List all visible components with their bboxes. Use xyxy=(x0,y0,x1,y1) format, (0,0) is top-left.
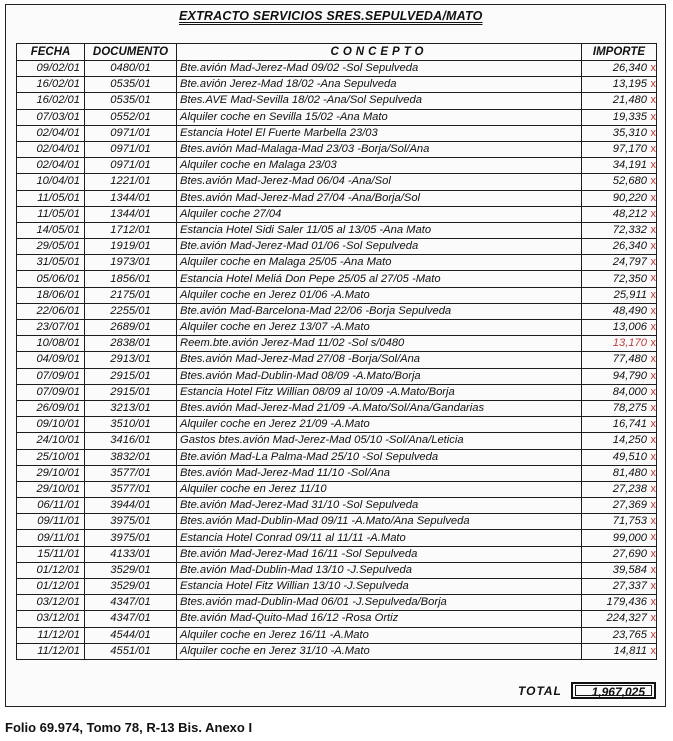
date-cell: 10/04/01 xyxy=(17,174,85,190)
checkmark-x-icon: x xyxy=(650,223,656,236)
date-cell: 09/10/01 xyxy=(17,417,85,433)
amount-value: 27,369 xyxy=(612,499,647,512)
amount-value: 48,490 xyxy=(612,304,647,317)
amount-cell xyxy=(582,481,657,497)
checkmark-x-icon: x xyxy=(650,596,656,609)
checkmark-x-icon: x xyxy=(650,142,656,155)
concept-cell: Btes.avión mad-Dublin-Mad 06/01 -J.Sepulveda/Borja xyxy=(177,595,582,611)
date-cell: 02/04/01 xyxy=(17,141,85,157)
concept-cell: Btes.avión Mad-Jerez-Mad 11/10 -Sol/Ana xyxy=(177,465,582,481)
concept-cell: Btes.avión Mad-Malaga-Mad 23/03 -Borja/Sol/Ana xyxy=(177,141,582,157)
amount-cell xyxy=(582,627,657,643)
checkmark-x-icon: x xyxy=(650,515,656,528)
date-cell: 24/10/01 xyxy=(17,433,85,449)
document-number-cell: 3975/01 xyxy=(85,530,177,546)
document-number-cell: 3529/01 xyxy=(85,562,177,578)
concept-cell: Bte.avión Mad-Jerez-Mad 09/02 -Sol Sepulveda xyxy=(177,61,582,77)
date-cell: 01/12/01 xyxy=(17,579,85,595)
concept-cell: Bte.avión Jerez-Mad 18/02 -Ana Sepulveda xyxy=(177,77,582,93)
document-number-cell: 0480/01 xyxy=(85,61,177,77)
document-number-cell: 0971/01 xyxy=(85,158,177,174)
amount-cell xyxy=(582,158,657,174)
document-number-cell: 4544/01 xyxy=(85,627,177,643)
column-header-importe: IMPORTE xyxy=(582,44,657,61)
date-cell: 04/09/01 xyxy=(17,352,85,368)
date-cell: 23/07/01 xyxy=(17,320,85,336)
date-cell: 09/11/01 xyxy=(17,514,85,530)
amount-cell xyxy=(582,109,657,125)
concept-cell: Estancia Hotel Conrad 09/11 al 11/11 -A.Mato xyxy=(177,530,582,546)
amount-value: 14,811 xyxy=(613,644,647,657)
amount-cell xyxy=(582,384,657,400)
checkmark-x-icon: x xyxy=(650,531,656,544)
checkmark-x-icon: x xyxy=(650,369,656,382)
concept-cell: Estancia Hotel El Fuerte Marbella 23/03 xyxy=(177,125,582,141)
checkmark-x-icon: x xyxy=(650,256,656,269)
checkmark-x-icon: x xyxy=(650,175,656,188)
concept-cell: Alquiler coche en Jerez 01/06 -A.Mato xyxy=(177,287,582,303)
checkmark-x-icon: x xyxy=(650,94,656,107)
concept-cell: Estancia Hotel Fitz Willian 08/09 al 10/09 -A.Mato/Borja xyxy=(177,384,582,400)
document-number-cell: 2915/01 xyxy=(85,368,177,384)
concept-cell: Alquiler coche en Jerez 13/07 -A.Mato xyxy=(177,320,582,336)
amount-cell xyxy=(582,595,657,611)
concept-cell: Alquiler coche 27/04 xyxy=(177,206,582,222)
date-cell: 25/10/01 xyxy=(17,449,85,465)
checkmark-x-icon: x xyxy=(650,547,656,560)
checkmark-x-icon: x xyxy=(650,563,656,576)
document-number-cell: 1973/01 xyxy=(85,255,177,271)
table-row xyxy=(17,271,657,287)
checkmark-x-icon: x xyxy=(650,499,656,512)
amount-value: 52,680 xyxy=(612,175,647,188)
amount-cell xyxy=(582,417,657,433)
table-row xyxy=(17,336,657,352)
table-row xyxy=(17,255,657,271)
table-row xyxy=(17,61,657,77)
concept-cell: Bte.avión Mad-Quito-Mad 16/12 -Rosa Ortiz xyxy=(177,611,582,627)
amount-cell xyxy=(582,206,657,222)
checkmark-x-icon: x xyxy=(650,450,656,463)
checkmark-x-icon: x xyxy=(650,288,656,301)
amount-value: 35,310 xyxy=(612,126,647,139)
table-row xyxy=(17,417,657,433)
document-number-cell: 2689/01 xyxy=(85,320,177,336)
table-row xyxy=(17,498,657,514)
table-row xyxy=(17,579,657,595)
amount-value: 13,195 xyxy=(612,78,647,91)
date-cell: 11/05/01 xyxy=(17,206,85,222)
amount-value: 90,220 xyxy=(612,191,647,204)
checkmark-x-icon: x xyxy=(650,78,656,91)
checkmark-x-icon: x xyxy=(650,612,656,625)
amount-cell xyxy=(582,530,657,546)
amount-value: 97,170 xyxy=(612,143,647,156)
checkmark-x-icon: x xyxy=(650,126,656,139)
checkmark-x-icon: x xyxy=(650,159,656,172)
concept-cell: Btes.avión Mad-Jerez-Mad 27/04 -Ana/Borja/Sol xyxy=(177,190,582,206)
document-number-cell: 3510/01 xyxy=(85,417,177,433)
date-cell: 06/11/01 xyxy=(17,498,85,514)
table-row xyxy=(17,303,657,319)
amount-value: 27,337 xyxy=(612,580,647,593)
document-number-cell: 1712/01 xyxy=(85,222,177,238)
concept-cell: Alquiler coche en Jerez 16/11 -A.Mato xyxy=(177,627,582,643)
amount-cell xyxy=(582,125,657,141)
checkmark-x-icon: x xyxy=(650,434,656,447)
document-number-cell: 3944/01 xyxy=(85,498,177,514)
amount-value: 13,006 xyxy=(612,321,647,334)
date-cell: 03/12/01 xyxy=(17,611,85,627)
amount-cell xyxy=(582,336,657,352)
amount-cell xyxy=(582,449,657,465)
amount-cell xyxy=(582,352,657,368)
amount-value: 13,170 xyxy=(612,337,647,350)
amount-cell xyxy=(582,271,657,287)
amount-value: 71,753 xyxy=(612,515,647,528)
date-cell: 29/10/01 xyxy=(17,481,85,497)
document-number-cell: 0535/01 xyxy=(85,77,177,93)
amount-cell xyxy=(582,320,657,336)
date-cell: 07/09/01 xyxy=(17,384,85,400)
table-row xyxy=(17,77,657,93)
concept-cell: Alquiler coche en Jerez 21/09 -A.Mato xyxy=(177,417,582,433)
document-number-cell: 3529/01 xyxy=(85,579,177,595)
table-row xyxy=(17,190,657,206)
concept-cell: Btes.avión Mad-Jerez-Mad 27/08 -Borja/Sol/Ana xyxy=(177,352,582,368)
table-row xyxy=(17,352,657,368)
table-row xyxy=(17,206,657,222)
ledger-body xyxy=(17,61,657,660)
amount-cell xyxy=(582,368,657,384)
document-number-cell: 1919/01 xyxy=(85,239,177,255)
date-cell: 05/06/01 xyxy=(17,271,85,287)
amount-cell xyxy=(582,222,657,238)
date-cell: 07/03/01 xyxy=(17,109,85,125)
date-cell: 09/11/01 xyxy=(17,530,85,546)
checkmark-x-icon: x xyxy=(650,240,656,253)
amount-value: 19,335 xyxy=(612,110,647,123)
table-row xyxy=(17,643,657,659)
date-cell: 16/02/01 xyxy=(17,77,85,93)
table-row xyxy=(17,384,657,400)
table-row xyxy=(17,109,657,125)
document-number-cell: 2255/01 xyxy=(85,303,177,319)
amount-cell xyxy=(582,303,657,319)
checkmark-x-icon: x xyxy=(650,272,656,285)
date-cell: 14/05/01 xyxy=(17,222,85,238)
amount-value: 81,480 xyxy=(612,466,647,479)
date-cell: 11/05/01 xyxy=(17,190,85,206)
amount-value: 23,765 xyxy=(612,628,647,641)
document-number-cell: 1344/01 xyxy=(85,206,177,222)
table-row xyxy=(17,93,657,109)
concept-cell: Bte.avión Mad-La Palma-Mad 25/10 -Sol Sepulveda xyxy=(177,449,582,465)
amount-cell xyxy=(582,141,657,157)
date-cell: 07/09/01 xyxy=(17,368,85,384)
date-cell: 22/06/01 xyxy=(17,303,85,319)
concept-cell: Bte.avión Mad-Jerez-Mad 01/06 -Sol Sepulveda xyxy=(177,239,582,255)
date-cell: 26/09/01 xyxy=(17,400,85,416)
column-header-documento: DOCUMENTO xyxy=(85,44,177,61)
date-cell: 01/12/01 xyxy=(17,562,85,578)
amount-value: 77,480 xyxy=(612,353,647,366)
date-cell: 11/12/01 xyxy=(17,643,85,659)
date-cell: 03/12/01 xyxy=(17,595,85,611)
checkmark-x-icon: x xyxy=(650,110,656,123)
amount-cell xyxy=(582,611,657,627)
amount-value: 21,480 xyxy=(612,94,647,107)
amount-value: 25,911 xyxy=(613,288,647,301)
amount-value: 99,000 xyxy=(612,531,647,544)
table-row xyxy=(17,287,657,303)
document-number-cell: 4551/01 xyxy=(85,643,177,659)
column-header-concepto: CONCEPTO xyxy=(177,44,582,61)
header-row xyxy=(17,44,657,61)
table-row xyxy=(17,627,657,643)
document-number-cell: 0971/01 xyxy=(85,125,177,141)
table-row xyxy=(17,449,657,465)
table-row xyxy=(17,239,657,255)
table-row xyxy=(17,368,657,384)
table-row xyxy=(17,125,657,141)
amount-cell xyxy=(582,465,657,481)
table-row xyxy=(17,222,657,238)
amount-cell xyxy=(582,579,657,595)
document-number-cell: 4347/01 xyxy=(85,595,177,611)
document-number-cell: 1856/01 xyxy=(85,271,177,287)
column-header-fecha: FECHA xyxy=(17,44,85,61)
amount-cell xyxy=(582,287,657,303)
date-cell: 02/04/01 xyxy=(17,125,85,141)
document-number-cell: 1221/01 xyxy=(85,174,177,190)
date-cell: 02/04/01 xyxy=(17,158,85,174)
amount-cell xyxy=(582,562,657,578)
amount-cell xyxy=(582,643,657,659)
amount-value: 78,275 xyxy=(612,402,647,415)
checkmark-x-icon: x xyxy=(650,466,656,479)
amount-cell xyxy=(582,255,657,271)
date-cell: 11/12/01 xyxy=(17,627,85,643)
concept-cell: Btes.AVE Mad-Sevilla 18/02 -Ana/Sol Sepulveda xyxy=(177,93,582,109)
table-row xyxy=(17,174,657,190)
table-row xyxy=(17,158,657,174)
document-number-cell: 2913/01 xyxy=(85,352,177,368)
concept-cell: Btes.avión Mad-Dublin-Mad 08/09 -A.Mato/Borja xyxy=(177,368,582,384)
amount-value: 72,332 xyxy=(612,223,647,236)
amount-value: 34,191 xyxy=(612,159,647,172)
amount-value: 49,510 xyxy=(612,450,647,463)
amount-cell xyxy=(582,433,657,449)
amount-cell xyxy=(582,174,657,190)
table-row xyxy=(17,481,657,497)
concept-cell: Bte.avión Mad-Jerez-Mad 16/11 -Sol Sepulveda xyxy=(177,546,582,562)
date-cell: 09/02/01 xyxy=(17,61,85,77)
table-row xyxy=(17,465,657,481)
total-box-inner xyxy=(575,685,652,699)
amount-value: 14,250 xyxy=(612,434,647,447)
checkmark-x-icon: x xyxy=(650,580,656,592)
amount-cell xyxy=(582,190,657,206)
document-number-cell: 0971/01 xyxy=(85,141,177,157)
amount-value: 26,340 xyxy=(612,240,647,253)
document-number-cell: 3213/01 xyxy=(85,400,177,416)
concept-cell: Bte.avión Mad-Dublin-Mad 13/10 -J.Sepulveda xyxy=(177,562,582,578)
concept-cell: Alquiler coche en Jerez 11/10 xyxy=(177,481,582,497)
concept-cell: Estancia Hotel Sidi Saler 11/05 al 13/05 -Ana Mato xyxy=(177,222,582,238)
table-row xyxy=(17,400,657,416)
table-row xyxy=(17,595,657,611)
table-row xyxy=(17,141,657,157)
total-value: 1,967,025 xyxy=(591,685,645,699)
checkmark-x-icon: x xyxy=(650,385,656,398)
checkmark-x-icon: x xyxy=(650,628,656,641)
checkmark-x-icon: x xyxy=(650,482,656,495)
document-title: EXTRACTO SERVICIOS SRES.SEPULVEDA/MATO xyxy=(179,9,483,23)
concept-cell: Bte.avión Mad-Jerez-Mad 31/10 -Sol Sepulveda xyxy=(177,498,582,514)
amount-value: 72,350 xyxy=(612,272,647,285)
amount-value: 39,584 xyxy=(612,563,647,576)
document-number-cell: 2175/01 xyxy=(85,287,177,303)
ledger-table xyxy=(16,43,657,660)
amount-value: 26,340 xyxy=(612,62,647,75)
date-cell: 31/05/01 xyxy=(17,255,85,271)
document-number-cell: 3832/01 xyxy=(85,449,177,465)
footer-reference: Folio 69.974, Tomo 78, R-13 Bis. Anexo I xyxy=(5,720,253,735)
document-number-cell: 2838/01 xyxy=(85,336,177,352)
checkmark-x-icon: x xyxy=(650,321,656,333)
concept-cell: Alquiler coche en Malaga 25/05 -Ana Mato xyxy=(177,255,582,271)
total-box xyxy=(571,682,656,699)
concept-cell: Alquiler coche en Malaga 23/03 xyxy=(177,158,582,174)
concept-cell: Btes.avión Mad-Jerez-Mad 21/09 -A.Mato/Sol/Ana/Gandarias xyxy=(177,400,582,416)
amount-cell xyxy=(582,93,657,109)
checkmark-x-icon: x xyxy=(650,353,656,366)
document-number-cell: 3416/01 xyxy=(85,433,177,449)
checkmark-x-icon: x xyxy=(650,644,656,657)
date-cell: 16/02/01 xyxy=(17,93,85,109)
amount-value: 179,436 xyxy=(606,596,647,609)
checkmark-x-icon: x xyxy=(650,62,656,74)
amount-value: 84,000 xyxy=(612,385,647,398)
concept-cell: Gastos btes.avión Mad-Jerez-Mad 05/10 -Sol/Ana/Leticia xyxy=(177,433,582,449)
concept-cell: Alquiler coche en Jerez 31/10 -A.Mato xyxy=(177,643,582,659)
document-number-cell: 4133/01 xyxy=(85,546,177,562)
checkmark-x-icon: x xyxy=(650,304,656,317)
checkmark-x-icon: x xyxy=(650,191,656,204)
table-row xyxy=(17,530,657,546)
date-cell: 29/05/01 xyxy=(17,239,85,255)
amount-cell xyxy=(582,514,657,530)
table-row xyxy=(17,433,657,449)
amount-value: 16,741 xyxy=(612,418,647,431)
checkmark-x-icon: x xyxy=(650,418,656,431)
checkmark-x-icon: x xyxy=(650,207,656,220)
amount-cell xyxy=(582,77,657,93)
document-number-cell: 3975/01 xyxy=(85,514,177,530)
amount-value: 27,238 xyxy=(612,482,647,495)
amount-cell xyxy=(582,239,657,255)
document-number-cell: 3577/01 xyxy=(85,481,177,497)
amount-cell xyxy=(582,61,657,77)
concept-cell: Alquiler coche en Sevilla 15/02 -Ana Mato xyxy=(177,109,582,125)
concept-cell: Estancia Hotel Fitz Willian 13/10 -J.Sepulveda xyxy=(177,579,582,595)
concept-cell: Btes.avión Mad-Jerez-Mad 06/04 -Ana/Sol xyxy=(177,174,582,190)
date-cell: 18/06/01 xyxy=(17,287,85,303)
checkmark-x-icon: x xyxy=(650,401,656,414)
date-cell: 15/11/01 xyxy=(17,546,85,562)
document-number-cell: 0535/01 xyxy=(85,93,177,109)
amount-value: 27,690 xyxy=(612,547,647,560)
table-row xyxy=(17,611,657,627)
table-row xyxy=(17,562,657,578)
amount-value: 224,327 xyxy=(606,612,647,625)
amount-value: 48,212 xyxy=(612,207,647,220)
document-number-cell: 1344/01 xyxy=(85,190,177,206)
document-number-cell: 3577/01 xyxy=(85,465,177,481)
total-label: TOTAL xyxy=(518,684,562,698)
amount-value: 94,790 xyxy=(612,369,647,382)
amount-cell xyxy=(582,498,657,514)
concept-cell: Bte.avión Mad-Barcelona-Mad 22/06 -Borja Sepulveda xyxy=(177,303,582,319)
table-row xyxy=(17,546,657,562)
document-number-cell: 4347/01 xyxy=(85,611,177,627)
date-cell: 29/10/01 xyxy=(17,465,85,481)
document-number-cell: 2915/01 xyxy=(85,384,177,400)
concept-cell: Btes.avión Mad-Dublin-Mad 09/11 -A.Mato/Ana Sepulveda xyxy=(177,514,582,530)
amount-cell xyxy=(582,546,657,562)
document-number-cell: 0552/01 xyxy=(85,109,177,125)
table-row xyxy=(17,514,657,530)
checkmark-x-icon: x xyxy=(650,337,656,350)
concept-cell: Estancia Hotel Meliá Don Pepe 25/05 al 27/05 -Mato xyxy=(177,271,582,287)
table-row xyxy=(17,320,657,336)
amount-value: 24,797 xyxy=(612,256,647,269)
amount-cell xyxy=(582,400,657,416)
date-cell: 10/08/01 xyxy=(17,336,85,352)
concept-cell: Reem.bte.avión Jerez-Mad 11/02 -Sol s/0480 xyxy=(177,336,582,352)
